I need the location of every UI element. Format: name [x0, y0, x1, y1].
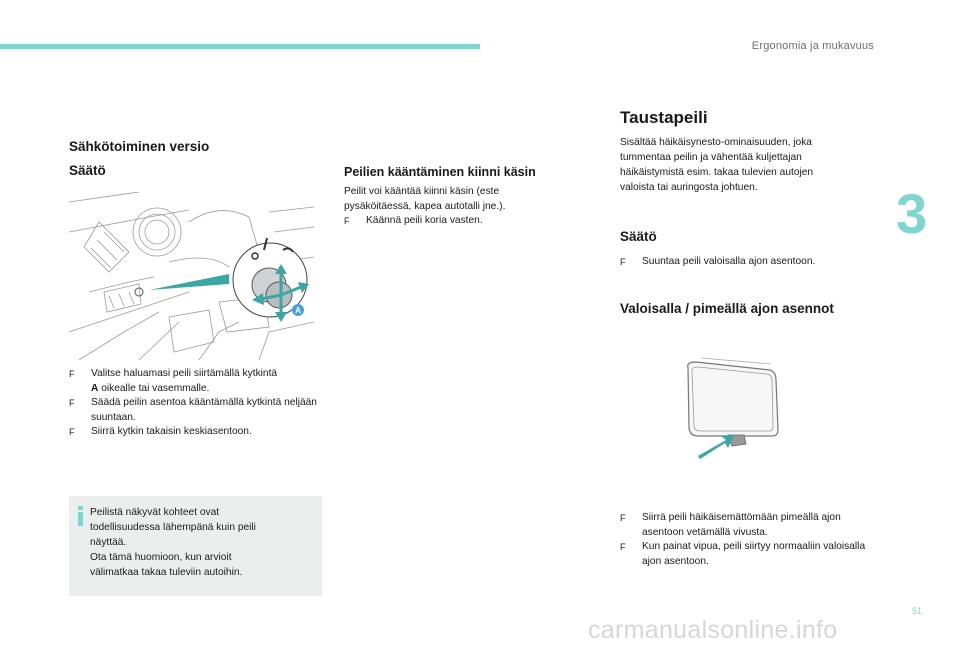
list-item: F Käännä peili koria vasten.: [344, 214, 584, 229]
lever-arrow: [698, 436, 734, 459]
info-icon: [78, 506, 83, 526]
manual-folding-paragraph: Peilit voi kääntää kiinni käsin (este pysäköitäessä, kapea autotalli jne.).: [344, 186, 506, 212]
pointer-arrow: [149, 274, 229, 290]
middle-instruction-list: [344, 214, 584, 229]
list-item: F Siirrä peili häikäisemättömään pimeällä ajon asentoon vetämällä vivusta.: [620, 512, 841, 538]
list-item: F Siirrä kytkin takaisin keskiasentoon.: [69, 425, 327, 440]
bullet-marker: F: [620, 513, 626, 523]
chapter-number: 3: [896, 182, 928, 245]
dashboard-switch-drawing: [69, 192, 314, 360]
header-accent-bar: [0, 44, 480, 49]
section-title: Ergonomia ja mukavuus: [751, 40, 874, 52]
heading-day-night-positions: Valoisalla / pimeällä ajon asennot: [620, 301, 834, 316]
list-item: F Säädä peilin asentoa kääntämällä kytkintä neljään suuntaan.: [69, 397, 317, 423]
bullet-marker: F: [69, 427, 75, 437]
rearview-mirror-paragraph: Sisältää häikäisynesto-ominaisuuden, joka tummentaa peilin ja vähentää kuljettajan häikäistymistä esim. takaa tulevien autojen valoista tai auringosta johtuen.: [620, 137, 814, 193]
rearview-mirror-drawing: [676, 356, 782, 460]
heading-rearview-mirror: Taustapeili: [620, 108, 708, 127]
list-item: F Suuntaa peili valoisalla ajon asentoon.: [620, 255, 870, 270]
subheading-adjustment-left: Säätö: [69, 163, 106, 178]
callout-a-label: A: [295, 306, 301, 315]
subheading-adjustment-right: Säätö: [620, 229, 657, 244]
right-instruction-list-2: [620, 511, 870, 569]
mirror-switch-illustration: [69, 192, 314, 360]
bullet-marker: F: [620, 257, 626, 267]
watermark: carmanualsonline.info: [588, 616, 838, 644]
heading-electric-version: Sähkötoiminen versio: [69, 139, 210, 154]
page-number: 51: [912, 606, 923, 616]
right-instruction-list-1: [620, 255, 870, 270]
bullet-marker: F: [69, 398, 75, 408]
info-note-box: [69, 496, 322, 596]
heading-manual-folding: Peilien kääntäminen kiinni käsin: [344, 165, 536, 179]
bullet-marker: F: [69, 369, 75, 379]
bullet-marker: F: [620, 542, 626, 552]
list-item: F Valitse haluamasi peili siirtämällä kytkintä A oikealle tai vasemmalle.: [69, 368, 278, 394]
left-instruction-list: [69, 367, 327, 440]
info-note-text: Peilistä näkyvät kohteet ovat todellisuudessa lähempänä kuin peili näyttää. Ota tämä huomioon, kun arvioit välimatkaa takaa tuleviin autoihin.: [90, 507, 256, 578]
list-item: F Kun painat vipua, peili siirtyy normaaliin valoisalla ajon asentoon.: [620, 541, 866, 567]
bullet-marker: F: [344, 216, 350, 226]
rearview-mirror-illustration: [676, 356, 782, 460]
